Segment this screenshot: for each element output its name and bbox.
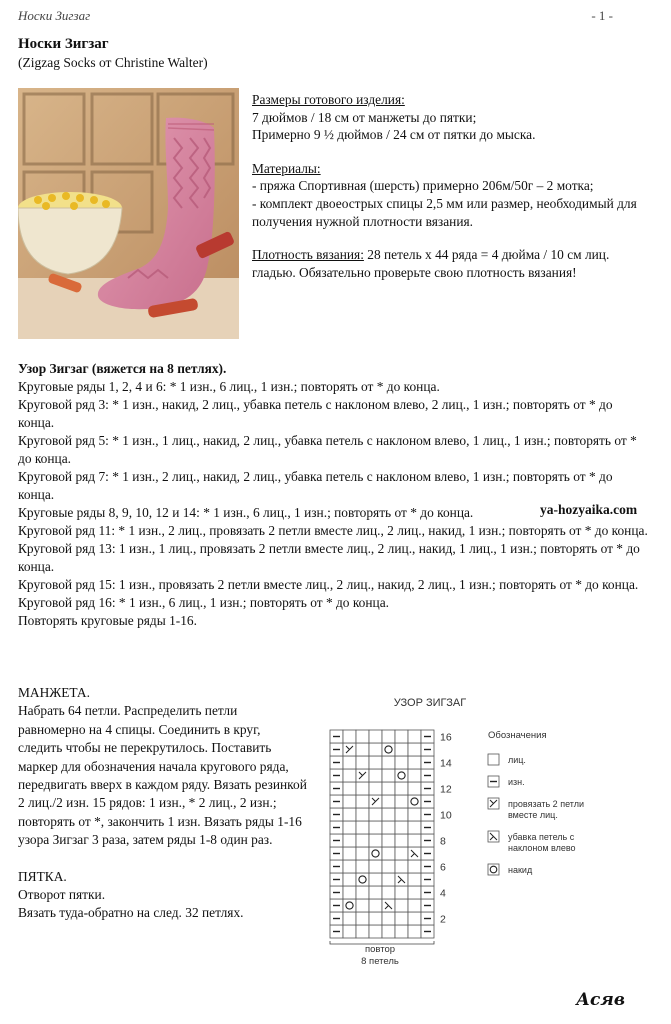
gauge-section [252, 246, 652, 281]
pattern-row: Круговой ряд 16: * 1 изн., 6 лиц., 1 изн.; повторять от * до конца. [18, 595, 389, 610]
heel-line-2: Вязать туда-обратно на след. 32 петлях. [18, 905, 244, 921]
chart-cell [408, 912, 421, 925]
chart-cell [369, 743, 382, 756]
chart-cell [382, 782, 395, 795]
chart-cell [382, 743, 395, 756]
chart-cell [382, 821, 395, 834]
chart-cell [356, 730, 369, 743]
chart-cell [343, 821, 356, 834]
document-subtitle: (Zigzag Socks от Christine Walter) [18, 55, 208, 70]
chart-cell [369, 847, 382, 860]
sizes-section [252, 91, 652, 144]
chart-cell [369, 808, 382, 821]
pattern-row: Повторять круговые ряды 1-16. [18, 613, 197, 628]
chart-cell [395, 730, 408, 743]
chart-row-label: 14 [440, 757, 452, 770]
chart-cell [382, 756, 395, 769]
chart-cell [356, 925, 369, 938]
chart-cell [408, 769, 421, 782]
chart-cell [382, 925, 395, 938]
chart-cell [369, 782, 382, 795]
gauge-text: 28 петель х 44 ряда = 4 дюйма / 10 см лиц. гладью. Обязательно проверьте свою плотность вязания! [252, 247, 610, 280]
chart-cell [369, 769, 382, 782]
chart-cell [343, 795, 356, 808]
legend-label-line: лиц. [508, 755, 526, 765]
chart-cell [408, 743, 421, 756]
chart-cell [382, 873, 395, 886]
signature: Асяв [576, 990, 625, 1010]
chart-cell [395, 886, 408, 899]
page-number: - 1 - [591, 8, 613, 23]
chart-cell [408, 795, 421, 808]
chart-cell [343, 899, 356, 912]
chart-cell [356, 873, 369, 886]
sock-specifications [252, 91, 652, 297]
chart-cell [343, 912, 356, 925]
chart-bottom-label-2: 8 петель [361, 956, 399, 967]
chart-cell [395, 912, 408, 925]
pattern-row: Круговые ряды 8, 9, 10, 12 и 14: * 1 изн., 6 лиц., 1 изн.; повторять от * до конца. [18, 505, 474, 520]
chart-cell [408, 834, 421, 847]
chart-cell [356, 782, 369, 795]
chart-cell [343, 925, 356, 938]
pattern-row: Круговой ряд 7: * 1 изн., 2 лиц., накид, 2 лиц., убавка петель с наклоном влево, 1 изн.; повторять от * до конца. [18, 469, 613, 502]
chart-cell [382, 769, 395, 782]
materials-line-2: - комплект двоеострых спицы 2,5 мм или размер, необходимый для получения нужной плотности вязания. [252, 195, 637, 229]
materials-section [252, 160, 652, 230]
chart-cell [343, 860, 356, 873]
chart-cell [395, 847, 408, 860]
chart-cell [408, 821, 421, 834]
chart-cell [395, 795, 408, 808]
pattern-row: Круговой ряд 5: * 1 изн., 1 лиц., накид, 2 лиц., убавка петель с наклоном влево, 1 лиц., 1 изн.; повторять от * до конца. [18, 433, 637, 466]
chart-cell [369, 860, 382, 873]
zigzag-chart [300, 682, 630, 982]
chart-cell [356, 847, 369, 860]
chart-row-label: 6 [440, 861, 446, 874]
pattern-row: Круговые ряды 1, 2, 4 и 6: * 1 изн., 6 лиц., 1 изн.; повторять от * до конца. [18, 379, 440, 394]
chart-cell [356, 821, 369, 834]
chart-cell [395, 821, 408, 834]
chart-cell [395, 860, 408, 873]
legend-label-line: изн. [508, 777, 525, 787]
chart-cell [408, 756, 421, 769]
pattern-row: Круговой ряд 3: * 1 изн., накид, 2 лиц., убавка петель с наклоном влево, 2 лиц., 1 изн.; повторять от * до конца. [18, 397, 613, 430]
chart-cell [356, 834, 369, 847]
legend-label-line: наклоном влево [508, 843, 576, 853]
pattern-title: Узор Зигзаг (вяжется на 8 петлях). [18, 361, 227, 376]
chart-bottom-label-1: повтор [364, 944, 396, 955]
chart-cell [382, 808, 395, 821]
chart-cell [395, 899, 408, 912]
chart-row-label: 12 [440, 783, 452, 796]
chart-cell [369, 886, 382, 899]
chart-cell [408, 925, 421, 938]
cuff-text: Набрать 64 петли. Распределить петли равномерно на 4 спицы. Соединить в круг, следить чтобы не перекрутилось. Поставить маркер для обозначения начала кругового ряда, передвигать вверх в каждом ряду. Вязать резинкой 2 лиц./2 изн. 15 рядов: 1 изн., * 2 лиц., 2 изн.; повторять от *, закончить 1 изн. Вязать ряды 1-16 узора Зигзаг 3 раза, затем ряды 1-8 один раз. [18, 703, 307, 848]
chart-cell [356, 886, 369, 899]
chart-cell [369, 912, 382, 925]
watermark: ya-hozyaika.com [540, 502, 638, 517]
chart-cell [395, 808, 408, 821]
chart-cell [408, 808, 421, 821]
chart-cell [343, 730, 356, 743]
chart-cell [356, 808, 369, 821]
materials-line-1: - пряжа Спортивная (шерсть) примерно 206м/50г – 2 мотка; [252, 178, 594, 194]
chart-cell [382, 912, 395, 925]
chart-cell [382, 795, 395, 808]
sock-photo [18, 88, 239, 339]
legend-label [508, 777, 525, 787]
chart-cell [356, 795, 369, 808]
chart-cell [395, 782, 408, 795]
chart-cell [395, 743, 408, 756]
gauge-heading: Плотность вязания: [252, 247, 364, 263]
chart-cell [356, 743, 369, 756]
chart-cell [369, 899, 382, 912]
legend-label-line: убавка петель с [508, 832, 575, 842]
chart-cell [343, 886, 356, 899]
chart-cell [343, 756, 356, 769]
sock-photo-illustration [18, 88, 239, 339]
chart-cell [382, 886, 395, 899]
chart-cell [369, 834, 382, 847]
chart-cell [356, 912, 369, 925]
legend-label-line: накид [508, 865, 533, 875]
chart-title: УЗОР ЗИГЗАГ [393, 697, 467, 709]
legend-label [508, 865, 533, 875]
legend-label [508, 755, 526, 765]
chart-cell [369, 925, 382, 938]
chart-row-label: 4 [440, 887, 446, 900]
sizes-heading: Размеры готового изделия: [252, 92, 405, 107]
chart-cell [408, 886, 421, 899]
chart-cell [343, 808, 356, 821]
materials-heading: Материалы: [252, 160, 321, 176]
cuff-and-heel-instructions [18, 684, 308, 923]
chart-cell [369, 873, 382, 886]
legend-label-line: провязать 2 петли [508, 799, 584, 809]
heel-line-1: Отворот пятки. [18, 887, 106, 903]
chart-cell [395, 834, 408, 847]
chart-cell [395, 756, 408, 769]
chart-cell [369, 730, 382, 743]
legend-title: Обозначения [488, 730, 547, 741]
chart-cell [369, 756, 382, 769]
legend-label [508, 832, 576, 853]
page-header-title: Носки Зигзаг [18, 8, 91, 23]
legend-label [508, 799, 584, 820]
chart-cell [382, 847, 395, 860]
legend-label-line: вместе лиц. [508, 810, 558, 820]
chart-cell [408, 873, 421, 886]
legend-swatch [488, 754, 499, 765]
zigzag-pattern-instructions [18, 360, 648, 630]
sizes-line-2: Примерно 9 ½ дюймов / 24 см от пятки до мыска. [252, 127, 536, 143]
chart-cell [395, 769, 408, 782]
chart-cell [408, 899, 421, 912]
chart-cell [382, 834, 395, 847]
chart-cell [343, 769, 356, 782]
sizes-line-1: 7 дюймов / 18 см от манжеты до пятки; [252, 109, 477, 125]
chart-cell [382, 860, 395, 873]
chart-cell [356, 860, 369, 873]
pattern-row: Круговой ряд 13: 1 изн., 1 лиц., провязать 2 петли вместе лиц., 2 лиц., накид, 1 лиц., 1 изн.; повторять от * до конца. [18, 541, 640, 574]
chart-cell [408, 730, 421, 743]
chart-row-label: 8 [440, 835, 446, 848]
chart-cell [343, 873, 356, 886]
pattern-row: Круговой ряд 11: * 1 изн., 2 лиц., провязать 2 петли вместе лиц., 2 лиц., накид, 1 изн.; повторять от * до конца. [18, 523, 648, 538]
chart-row-label: 10 [440, 809, 452, 822]
chart-cell [356, 899, 369, 912]
chart-cell [408, 782, 421, 795]
chart-cell [343, 834, 356, 847]
document-title: Носки Зигзаг [18, 36, 109, 52]
pattern-row: Круговой ряд 15: 1 изн., провязать 2 петли вместе лиц., 2 лиц., накид, 2 лиц., 1 изн.; повторять от * до конца. [18, 577, 639, 592]
chart-cell [343, 782, 356, 795]
cuff-heading: МАНЖЕТА. [18, 685, 90, 700]
chart-cell [382, 730, 395, 743]
chart-row-label: 16 [440, 731, 452, 744]
chart-row-label: 2 [440, 913, 446, 926]
chart-cell [356, 756, 369, 769]
heel-heading: ПЯТКА. [18, 868, 67, 884]
chart-cell [408, 860, 421, 873]
chart-cell [343, 847, 356, 860]
chart-cell [369, 821, 382, 834]
zigzag-chart-svg [300, 682, 630, 982]
chart-cell [395, 925, 408, 938]
